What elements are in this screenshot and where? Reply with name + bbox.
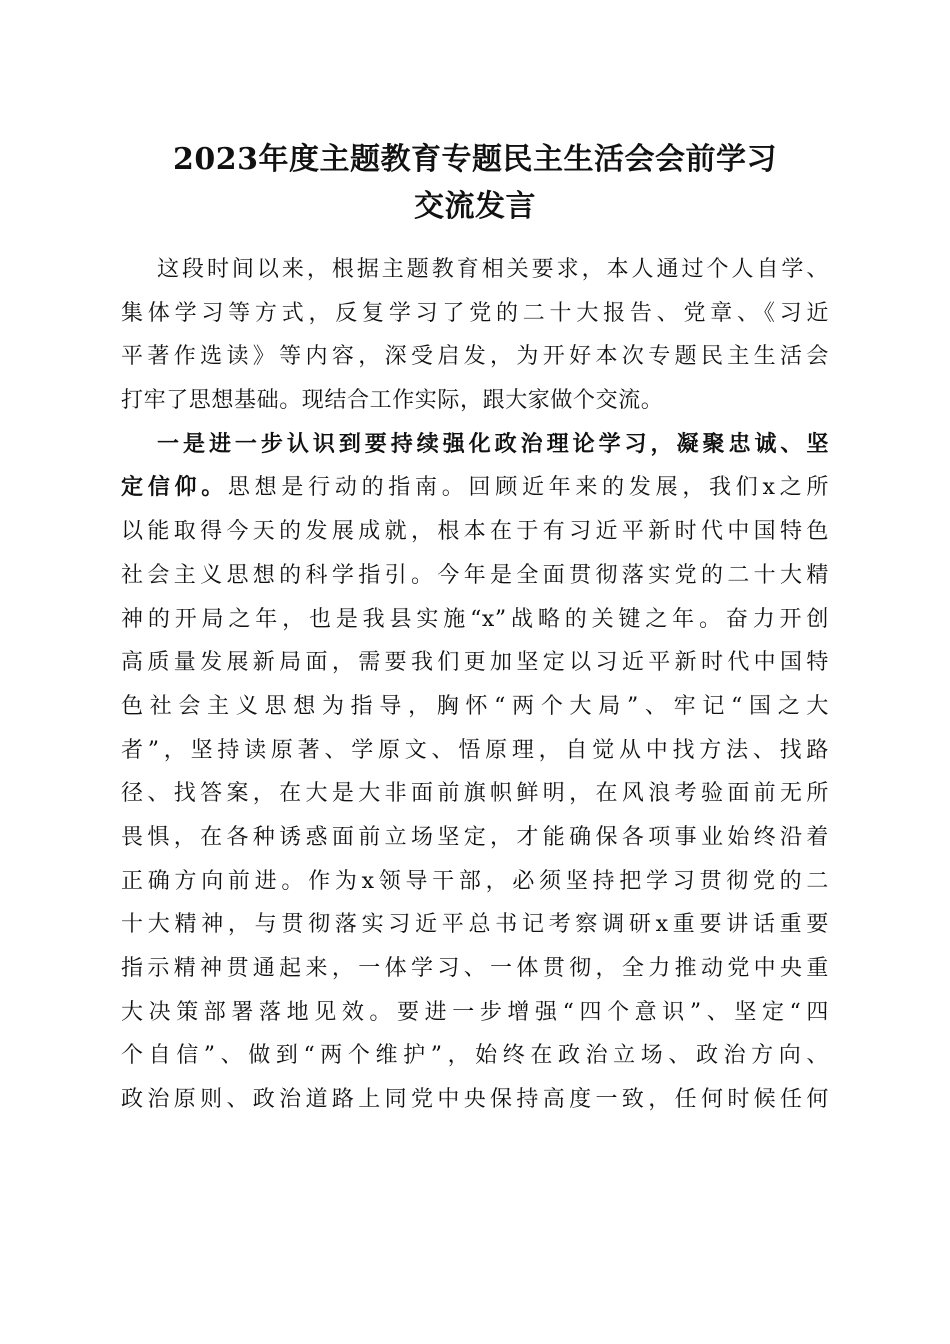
paragraph-2-line: 以能取得今天的发展成就，根本在于有习近平新时代中国特色 — [121, 519, 829, 545]
paragraph-1-line: 打牢了思想基础。现结合工作实际，跟大家做个交流。 — [121, 388, 664, 414]
paragraph-2-line: 径、找答案，在大是大非面前旗帜鲜明，在风浪考验面前无所 — [121, 781, 829, 807]
paragraph-1-line: 平著作选读》等内容，深受启发，为开好本次专题民主生活会 — [121, 344, 829, 370]
paragraph-2-line: 十大精神，与贯彻落实习近平总书记考察调研x重要讲话重要 — [121, 912, 829, 938]
paragraph-2-line: 政治原则、政治道路上同党中央保持高度一致，任何时候任何 — [121, 1087, 829, 1113]
paragraph-2-line — [121, 466, 829, 510]
paragraph-2-line: 个自信”、做到“两个维护”，始终在政治立场、政治方向、 — [121, 1043, 829, 1069]
paragraph-2-line-rest: 思想是行动的指南。回顾近年来的发展，我们x之所 — [227, 475, 829, 501]
document-body — [121, 248, 829, 1122]
paragraph-2-line: 大决策部署落地见效。要进一步增强“四个意识”、坚定“四 — [121, 999, 829, 1025]
paragraph-2-line: 色社会主义思想为指导，胸怀“两个大局”、牢记“国之大 — [121, 693, 829, 719]
title-line-1: 2023年度主题教育专题民主生活会会前学习 — [173, 142, 777, 177]
paragraph-2-line: 者”，坚持读原著、学原文、悟原理，自觉从中找方法、找路 — [121, 737, 829, 763]
paragraph-2-heading-end: 定信仰。 — [121, 474, 228, 501]
paragraph-1-line: 这段时间以来，根据主题教育相关要求，本人通过个人自学、 — [157, 257, 829, 282]
paragraph-2-line: 社会主义思想的科学指引。今年是全面贯彻落实党的二十大精 — [121, 562, 829, 588]
paragraph-2-line: 指示精神贯通起来，一体学习、一体贯彻，全力推动党中央重 — [121, 956, 829, 981]
document-title — [100, 136, 850, 230]
paragraph-1-line: 集体学习等方式，反复学习了党的二十大报告、党章、《习近 — [121, 300, 829, 326]
paragraph-2-line: 高质量发展新局面，需要我们更加坚定以习近平新时代中国特 — [121, 650, 829, 676]
paragraph-2-heading: 一是进一步认识到要持续强化政治理论学习，凝聚忠诚、坚 — [157, 430, 829, 457]
paragraph-2-line: 正确方向前进。作为x领导干部，必须坚持把学习贯彻党的二 — [121, 868, 829, 894]
title-line-2: 交流发言 — [414, 189, 536, 224]
paragraph-2-line: 神的开局之年，也是我县实施“x”战略的关键之年。奋力开创 — [121, 606, 829, 632]
paragraph-2-line: 畏惧，在各种诱惑面前立场坚定，才能确保各项事业始终沿着 — [121, 824, 829, 850]
